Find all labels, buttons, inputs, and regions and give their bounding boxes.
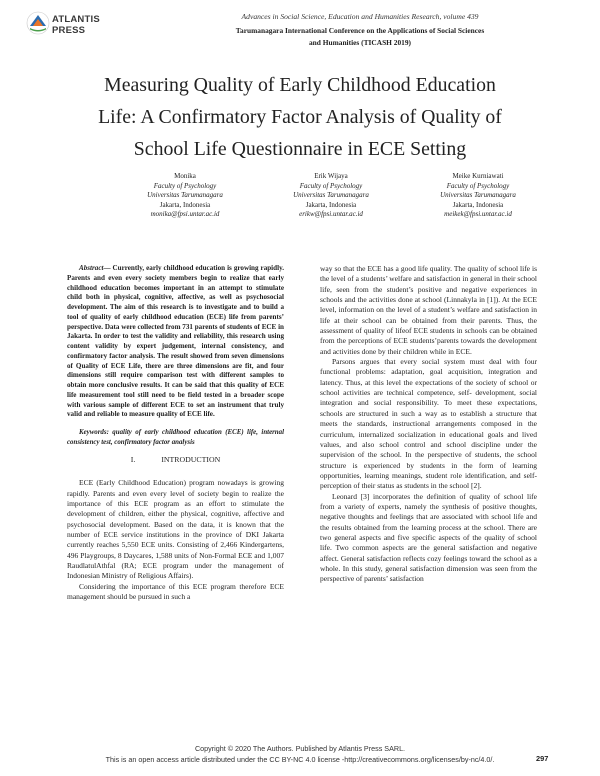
section-title: INTRODUCTION [161, 455, 221, 464]
title-line-3: School Life Questionnaire in ECE Setting [133, 138, 467, 160]
author-city: Jakarta, Indonesia [305, 200, 357, 209]
title-line-2: Life: A Confirmatory Factor Analysis of Quality of [98, 106, 502, 128]
page-number: 297 [536, 754, 549, 763]
body-paragraph: Leonard [3] incorporates the definition of quality of school life from a variety of experts, namely the synthesis of positive thoughts, negative thoughts and feelings that are associated with school life and the results obtained from the learning process at the school. There are two general aspects and five specific aspects of the quality of school life. Two common aspects are the general satisfaction and negative affect. General satisfaction reflects cozy feelings toward the school as a whole. In this study, general satisfaction dimension was seen from the perspective of parents’ satisfaction [320, 491, 537, 584]
conference-line-1: Tarumanagara International Conference on the Applications of Social Sciences [235, 26, 485, 35]
section-number: I. [130, 455, 136, 464]
author-faculty: Faculty of Psychology [153, 181, 217, 190]
title-line-1: Measuring Quality of Early Childhood Education [104, 74, 496, 96]
publisher-logo [26, 10, 118, 38]
author-block-monika [105, 172, 265, 220]
conference-name [150, 25, 570, 48]
left-column [67, 264, 284, 602]
author-block-meike-kurniawati [398, 172, 558, 220]
author-university: Universitas Tarumanagara [147, 191, 223, 200]
abstract-text: — Currently, early childhood education is growing rapidly. Parents and even every society members begin to realize that early childhood education becomes important in an attempt to stimulate child both in physical, cognitive, affective, as well as psychosocial development. The aim of this research is to investigate and to build a tool of quality of early childhood education (ECE) life from parents’ perspective. Data were collected from 731 parents of students of ECE in Jakarta. In order to test the validity and reliability, this research using content validity by expert judgement, internal consistency, and confirmatory factor analysis. The result showed from seven dimensions of Quality of ECE Life, there are three dimensions are fit, and four dimensions still require comparison test with different samples to obtain more conclusive results. It can be said that this quality of ECE life measurement tool still need to be field tested in a broader scope with various sample of different ECE to set an instrument that truly valid and reliable to measure quality of ECE life. [67, 264, 284, 419]
author-block-erik-wijaya [251, 172, 411, 220]
atlantis-press-logo-icon [26, 11, 50, 35]
license-footer [40, 743, 560, 765]
body-paragraph: Considering the importance of this ECE program therefore ECE management should be pursued in such a [67, 581, 284, 602]
body-paragraph: Parsons argues that every social system must deal with four functional problems: adaptation, goal acquisition, integration and latency. Thus, at this level the expectations of the society of school or school activities are technical competence, self- development, social integration and social responsibility. To meet these expectations, schools are structured in such a way as to establish a structure that meets the standards, instructional arrangements composed in the curriculum, internalized socialization in educational goals and lived values, and also school control and school discipline under the supervision of the school. In the perspective of students, the school structure is experienced by students in the form of learning opportunities, learning meanings, student role identification, and self-perception of their status as students in the school [2]. [320, 357, 537, 491]
author-email[interactable]: meikek@fpsi.untar.ac.id [444, 210, 512, 219]
author-name: Monika [174, 172, 196, 180]
body-paragraph: ECE (Early Childhood Education) program nowadays is growing rapidly. Parents and even every level of society begin to realize the importance of this ECE program as an effort to stimulate the development of children, either the physical, cognitive, affective and psychosocial development. Based on the data, it is known that the number of ECE service institutions in the province of DKI Jakarta currently reaches 5,550 ECE units. Consisting of 2,466 Kindergartens, 496 Playgroups, 8 Daycares, 1,588 units of Non-Formal ECE and 1,007 RaudlatulAthfal (RA; ECE program under the management of Indonesian Ministry of Religious Affairs). [67, 478, 284, 581]
author-faculty: Faculty of Psychology [446, 181, 510, 190]
author-university: Universitas Tarumanagara [293, 191, 369, 200]
author-city: Jakarta, Indonesia [159, 200, 211, 209]
author-name: Meike Kurniawati [452, 172, 504, 180]
abstract-label: Abstract [79, 264, 104, 272]
section-heading-introduction [67, 455, 284, 465]
journal-name: Advances in Social Science, Education and Humanities Research, volume 439 [241, 12, 479, 21]
right-column [320, 264, 537, 585]
copyright-line: Copyright © 2020 The Authors. Published by Atlantis Press SARL. [194, 744, 406, 753]
conference-line-2: and Humanities (TICASH 2019) [308, 37, 412, 47]
body-paragraph: way so that the ECE has a good life quality. The quality of school life is the level of a students’ welfare and satisfaction in general in their school life, seen from the student’s positive and negative experiences in schools and the activities done at school (Linnakyla in [1]). At the ECE level, information on the level of a student’s welfare and satisfaction in life at their school can be obtained from their parents. Thus, the assessment of quality of lifeof ECE students in schools can be obtained from the perceptions of ECE students’parents towards the development and activities done by their children while in ECE. [320, 264, 537, 356]
author-city: Jakarta, Indonesia [452, 200, 504, 209]
logo-text-atlantis: ATLANTIS [52, 14, 100, 25]
author-name: Erik Wijaya [314, 172, 348, 180]
author-email[interactable]: monika@fpsi.untar.ac.id [150, 210, 220, 219]
abstract [67, 264, 284, 420]
keywords: Keywords: quality of early childhood education (ECE) life, internal consistency test, confirmatory factor analysis [67, 429, 284, 446]
paper-title [40, 69, 560, 165]
author-university: Universitas Tarumanagara [440, 191, 516, 200]
license-line[interactable]: This is an open access article distributed under the CC BY-NC 4.0 license -http://creativecommons.org/licenses/by-nc/4.0/. [105, 755, 495, 764]
logo-text-press: PRESS [52, 25, 86, 36]
author-email[interactable]: erikw@fpsi.untar.ac.id [299, 210, 363, 219]
author-faculty: Faculty of Psychology [299, 181, 363, 190]
